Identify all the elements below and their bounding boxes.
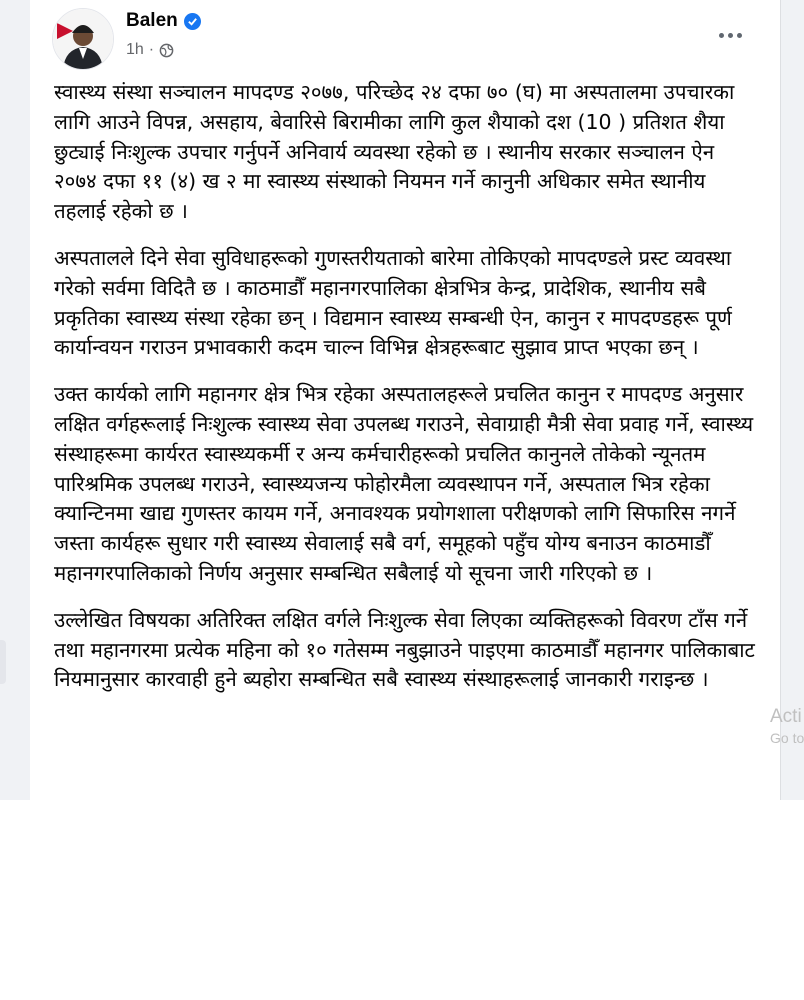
windows-activation-watermark [770, 706, 804, 746]
post-card [30, 0, 781, 800]
post-paragraph: स्वास्थ्य संस्था सञ्चालन मापदण्ड २०७७, परिच्छेद २४ दफा ७० (घ) मा अस्पतालमा उपचारका लागि आउने विपन्न, असहाय, बेवारिसे बिरामीका लागि कुल शैयाको दश (10 ) प्रतिशत शैया छुट्याई निःशुल्क उपचार गर्नुपर्ने अनिवार्य व्यवस्था रहेको छ । स्थानीय सरकार सञ्चालन ऐन २०७४ दफा ११ (४) ख २ मा स्वास्थ्य संस्थाको नियमन गर्ने कानुनी अधिकार समेत स्थानीय तहलाई रहेको छ । [54, 80, 735, 224]
post-paragraph: उल्लेखित विषयका अतिरिक्त लक्षित वर्गले निःशुल्क सेवा लिएका व्यक्तिहरूको विवरण टाँस गर्ने तथा महानगरमा प्रत्येक महिना को १० गतेसम्म नबुझाउने पाइएमा काठमाडौँ महानगर पालिकाबाट नियमानुसार कारवाही हुने ब्यहोरा सम्बन्धित सबै स्वास्थ्य संस्थाहरूलाई जानकारी गराइन्छ । [54, 607, 755, 692]
post-body [54, 78, 758, 712]
author-name[interactable]: Balen [126, 10, 178, 31]
post-author [126, 10, 201, 32]
post-paragraph: उक्त कार्यको लागि महानगर क्षेत्र भित्र रहेका अस्पतालहरूले प्रचलित कानुन र मापदण्ड अनुसार लक्षित वर्गहरूलाई निःशुल्क स्वास्थ्य सेवा उपलब्ध गराउने, सेवाग्राही मैत्री सेवा प्रवाह गर्ने, स्वास्थ्य संस्थाहरूमा कार्यरत स्वास्थ्यकर्मी र अन्य कर्मचारीहरूको प्रचलित कानुनले तोकेको न्यूनतम पारिश्रमिक उपलब्ध गराउने, स्वास्थ्यजन्य फोहोरमैला व्यवस्थापन गर्ने, अस्पताल भित्र रहेका क्यान्टिनमा खाद्य गुणस्तर कायम गर्ने, अनावश्यक प्रयोगशाला परीक्षणको लागि सिफारिस नगर्ने जस्ता कार्यहरू सुधार गरी स्वास्थ्य सेवालाई सबै वर्ग, समूहको पहुँच योग्य बनाउन काठमाडौँ महानगरपालिकाको निर्णय अनुसार सम्बन्धित सबैलाई यो सूचना जारी गरिएको छ । [54, 382, 754, 585]
watermark-line-2: Go to [770, 730, 804, 746]
avatar[interactable] [52, 8, 114, 70]
more-options-button[interactable] [712, 20, 748, 50]
globe-icon [159, 43, 174, 58]
watermark-line-1: Acti [770, 706, 802, 727]
post-paragraph: अस्पतालले दिने सेवा सुविधाहरूको गुणस्तरीयताको बारेमा तोकिएको मापदण्डले प्रस्ट व्यवस्था गरेको सर्वमा विदितै छ । काठमाडौँ महानगरपालिका क्षेत्रभित्र केन्द्र, प्रादेशिक, स्थानीय सबै प्रकृतिका स्वास्थ्य संस्था रहेका छन् । विद्यमान स्वास्थ्य सम्बन्धी ऐन, कानुन र मापदण्डहरू पूर्ण कार्यान्वयन गराउन प्रभावकारी कदम चाल्न विभिन्न क्षेत्रहरूबाट सुझाव प्राप्त भएका छन् । [54, 245, 732, 360]
more-options-icon [719, 33, 724, 38]
profile-photo [53, 9, 113, 69]
verified-badge-icon [184, 13, 201, 30]
post-meta [126, 41, 174, 59]
side-panel-edge [0, 640, 6, 684]
post-time[interactable]: 1h [126, 41, 144, 58]
separator-dot: · [148, 41, 155, 58]
